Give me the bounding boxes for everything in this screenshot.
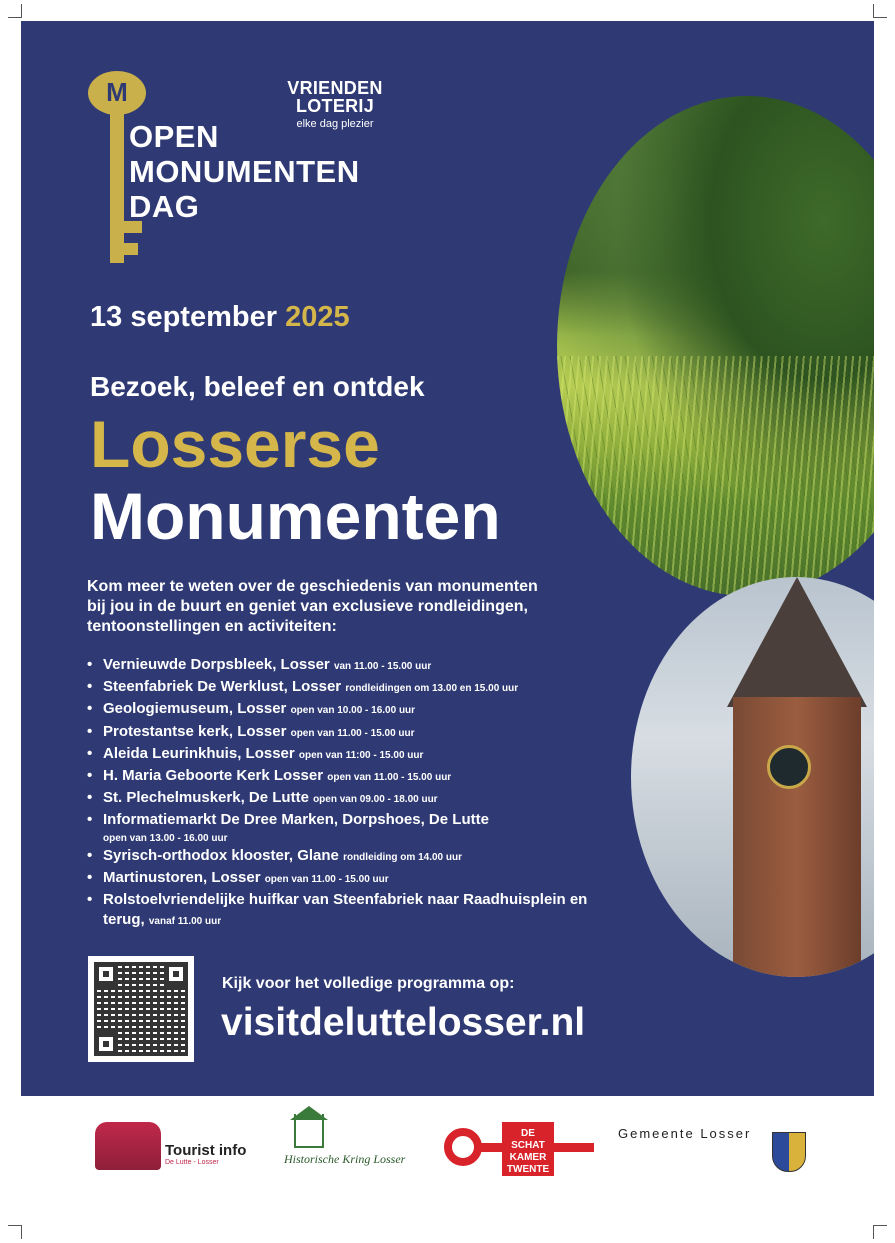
location-time: open van 09.00 - 18.00 uur bbox=[313, 794, 438, 806]
qr-finder bbox=[94, 962, 118, 986]
location-name: St. Plechelmuskerk, De Lutte bbox=[103, 789, 309, 807]
tower-windows bbox=[853, 967, 874, 977]
event-year: 2025 bbox=[285, 301, 350, 333]
headline-line-2: Monumenten bbox=[90, 479, 501, 553]
location-time: open van 11.00 - 15.00 uur bbox=[290, 727, 415, 739]
key-bow bbox=[88, 71, 146, 115]
location-time: vanaf 11.00 uur bbox=[148, 916, 222, 928]
list-item bbox=[87, 846, 627, 868]
list-item bbox=[87, 699, 627, 721]
location-time: open van 11.00 - 15.00 uur bbox=[264, 873, 389, 885]
event-date bbox=[90, 301, 350, 334]
sponsor-tagline: elke dag plezier bbox=[296, 118, 374, 130]
schatkamer-line: KAMER bbox=[509, 1152, 547, 1163]
key-bit-lower bbox=[124, 243, 138, 255]
qr-pattern bbox=[94, 962, 188, 1056]
list-item bbox=[87, 868, 627, 890]
landscape-photo bbox=[557, 96, 874, 596]
qr-code[interactable] bbox=[88, 956, 194, 1062]
location-time: open van 11:00 - 15.00 uur bbox=[298, 749, 424, 761]
location-name: Geologiemuseum, Losser bbox=[103, 700, 287, 718]
crop-mark-top-left bbox=[8, 4, 22, 18]
list-item bbox=[87, 890, 627, 932]
location-time: rondleidingen om 13.00 en 15.00 uur bbox=[345, 683, 519, 695]
list-item bbox=[87, 788, 627, 810]
list-item bbox=[87, 677, 627, 699]
tourist-info-sub: De Lutte - Losser bbox=[165, 1159, 219, 1166]
location-name: H. Maria Geboorte Kerk Losser bbox=[103, 767, 324, 785]
location-time: rondleiding om 14.00 uur bbox=[343, 851, 462, 863]
location-name: Martinustoren, Losser bbox=[103, 868, 261, 886]
schatkamer-twente-logo bbox=[444, 1122, 594, 1178]
schatkamer-line: SCHAT bbox=[511, 1140, 545, 1151]
tourist-info-icon bbox=[95, 1122, 161, 1170]
sponsor-line-1: VRIENDEN bbox=[287, 78, 383, 98]
list-item bbox=[87, 722, 627, 744]
clock-icon bbox=[767, 745, 811, 789]
title-line-1: OPEN bbox=[129, 119, 219, 154]
list-item bbox=[87, 744, 627, 766]
key-shaft bbox=[110, 111, 124, 263]
location-time: open van 10.00 - 16.00 uur bbox=[290, 705, 416, 717]
historische-kring-logo bbox=[284, 1112, 424, 1182]
reeds-texture bbox=[557, 356, 874, 596]
location-name: Aleida Leurinkhuis, Losser bbox=[103, 744, 295, 762]
sponsor-logo bbox=[279, 79, 391, 130]
location-name: Vernieuwde Dorpsbleek, Losser bbox=[103, 656, 330, 673]
program-url-link[interactable]: visitdeluttelosser.nl bbox=[221, 1001, 586, 1044]
coat-of-arms-icon bbox=[772, 1132, 806, 1172]
list-item bbox=[87, 810, 627, 845]
sponsor-line-2: LOTERIJ bbox=[295, 96, 375, 116]
program-label: Kijk voor het volledige programma op: bbox=[222, 975, 515, 992]
locations-list bbox=[87, 655, 627, 932]
gemeente-label: Gemeente Losser bbox=[618, 1126, 752, 1141]
location-name: Rolstoelvriendelijke huifkar van Steenfabriek naar Raadhuisplein en terug, bbox=[103, 891, 588, 929]
list-item bbox=[87, 766, 627, 788]
poster bbox=[21, 21, 874, 1096]
location-time: open van 13.00 - 16.00 uur bbox=[103, 832, 228, 844]
historische-kring-label: Historische Kring Losser bbox=[284, 1152, 406, 1166]
headline-sub: Bezoek, beleef en ontdek bbox=[90, 371, 425, 402]
event-day: 13 september bbox=[90, 301, 277, 333]
qr-finder bbox=[164, 962, 188, 986]
location-name: Protestantse kerk, Losser bbox=[103, 722, 287, 740]
key-letter: M bbox=[106, 77, 128, 107]
location-time: van 11.00 - 15.00 uur bbox=[333, 661, 432, 672]
tower-spire bbox=[727, 577, 867, 707]
title-line-2: MONUMENTEN bbox=[129, 154, 360, 189]
gemeente-losser-logo bbox=[618, 1126, 818, 1176]
tower-body bbox=[733, 697, 861, 977]
schatkamer-box bbox=[502, 1122, 554, 1176]
location-name: Syrisch-orthodox klooster, Glane bbox=[103, 846, 339, 864]
location-time: open van 11.00 - 15.00 uur bbox=[327, 772, 452, 784]
house-icon bbox=[294, 1114, 324, 1148]
schatkamer-line: DE bbox=[521, 1128, 535, 1139]
crop-mark-top-right bbox=[873, 4, 887, 18]
tourist-info-label: Tourist info bbox=[165, 1142, 247, 1159]
list-item bbox=[87, 655, 627, 677]
qr-finder bbox=[94, 1032, 118, 1056]
intro-text: Kom meer te weten over de geschiedenis van monumenten bij jou in de buurt en geniet van exclusieve rondleidingen, tentoonstellingen en activiteiten: bbox=[87, 578, 538, 635]
schatkamer-line: TWENTE bbox=[506, 1164, 550, 1175]
tourist-info-logo bbox=[95, 1122, 265, 1172]
location-name: Steenfabriek De Werklust, Losser bbox=[103, 678, 342, 696]
event-logo-title bbox=[129, 119, 360, 224]
headline-line-1: Losserse bbox=[90, 407, 380, 481]
key-ring-icon bbox=[444, 1128, 482, 1166]
church-tower-photo bbox=[631, 577, 874, 977]
title-line-3: DAG bbox=[129, 189, 200, 224]
location-name: Informatiemarkt De Dree Marken, Dorpshoes, De Lutte bbox=[103, 811, 489, 829]
